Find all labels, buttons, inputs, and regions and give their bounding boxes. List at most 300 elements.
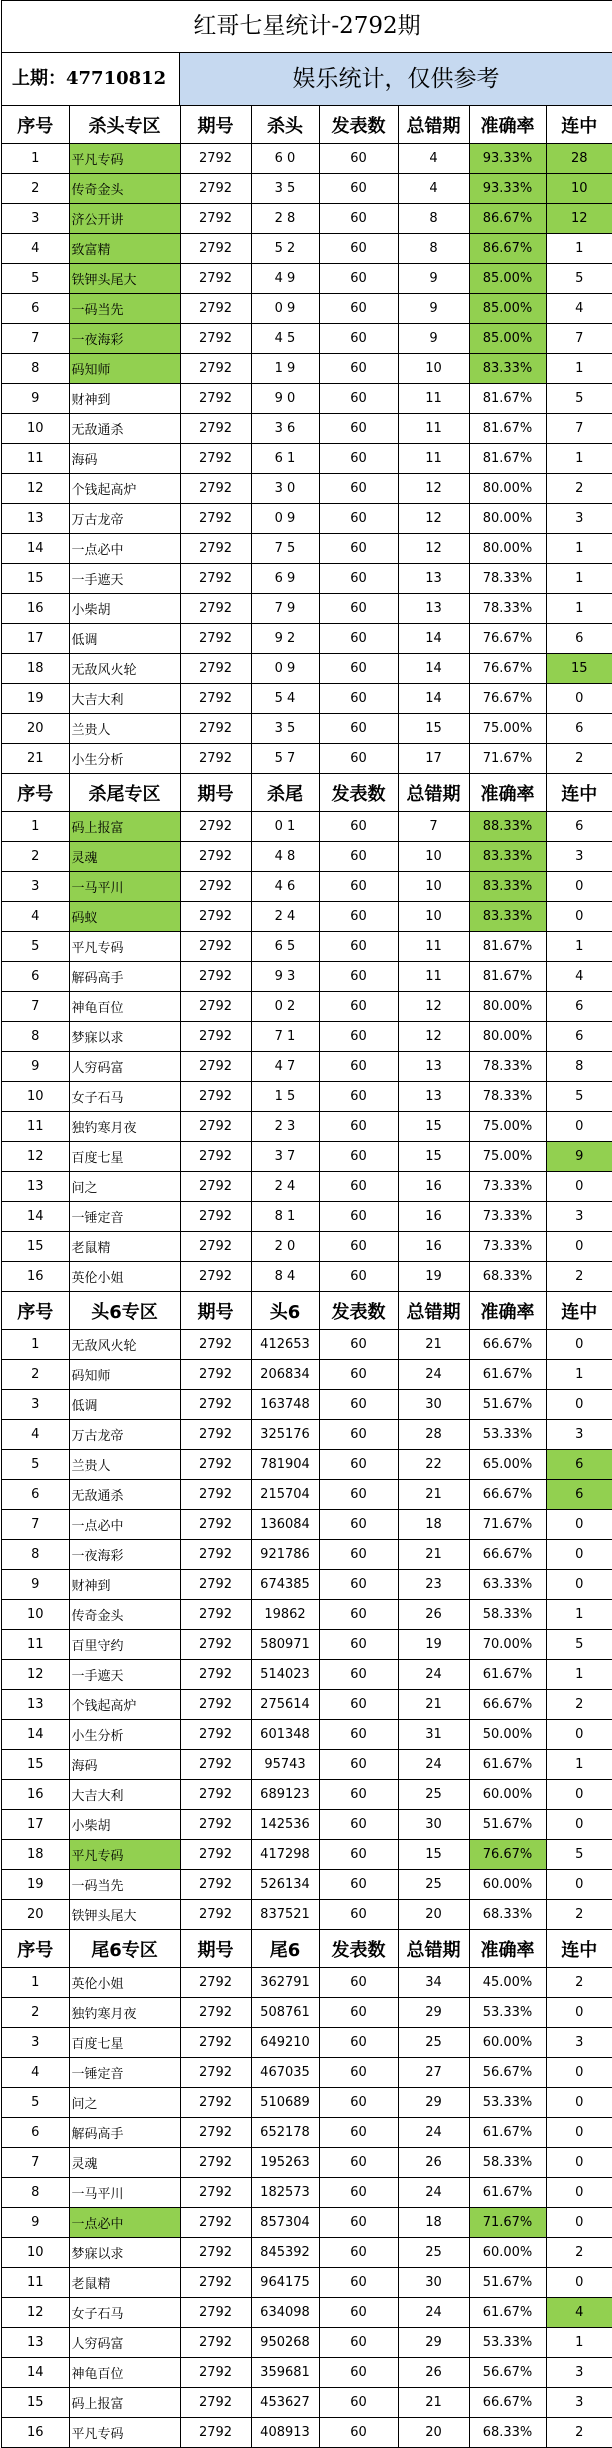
- table-row: [2, 1360, 612, 1390]
- rank-cell: 12: [2, 1142, 69, 1172]
- issue-cell: 2792: [180, 1052, 251, 1082]
- accuracy-cell: 61.67%: [469, 2178, 546, 2208]
- name-cell: 梦寐以求: [69, 2238, 180, 2268]
- rank-cell: 5: [2, 1450, 69, 1480]
- column-header: 连中: [546, 1930, 612, 1968]
- posts-cell: 60: [319, 1112, 398, 1142]
- name-cell: 灵魂: [69, 2148, 180, 2178]
- rank-cell: 16: [2, 594, 69, 624]
- errors-cell: 19: [398, 1630, 469, 1660]
- accuracy-cell: 60.00%: [469, 1870, 546, 1900]
- table-row: [2, 324, 612, 354]
- name-cell: 平凡专码: [69, 144, 180, 174]
- errors-cell: 16: [398, 1172, 469, 1202]
- posts-cell: 60: [319, 474, 398, 504]
- table-row: [2, 962, 612, 992]
- posts-cell: 60: [319, 1870, 398, 1900]
- accuracy-cell: 50.00%: [469, 1720, 546, 1750]
- errors-cell: 21: [398, 2388, 469, 2418]
- posts-cell: 60: [319, 2058, 398, 2088]
- errors-cell: 11: [398, 384, 469, 414]
- numbers-cell: 1 9: [251, 354, 319, 384]
- numbers-cell: 0 9: [251, 504, 319, 534]
- streak-cell: 0: [546, 902, 612, 932]
- numbers-cell: 921786: [251, 1540, 319, 1570]
- posts-cell: 60: [319, 684, 398, 714]
- table-row: [2, 744, 612, 774]
- issue-cell: 2792: [180, 1810, 251, 1840]
- page-title: 红哥七星统计-2792期: [2, 1, 612, 53]
- accuracy-cell: 61.67%: [469, 1360, 546, 1390]
- errors-cell: 10: [398, 842, 469, 872]
- column-header: 尾6: [251, 1930, 319, 1968]
- numbers-cell: 0 2: [251, 992, 319, 1022]
- streak-cell: 15: [546, 654, 612, 684]
- stats-table: [2, 106, 612, 2448]
- table-row: [2, 2358, 612, 2388]
- section-header-row: [2, 1930, 612, 1968]
- numbers-cell: 8 1: [251, 1202, 319, 1232]
- posts-cell: 60: [319, 1262, 398, 1292]
- column-header: 发表数: [319, 106, 398, 144]
- column-header: 序号: [2, 106, 69, 144]
- table-row: [2, 1690, 612, 1720]
- numbers-cell: 964175: [251, 2268, 319, 2298]
- posts-cell: 60: [319, 2028, 398, 2058]
- streak-cell: 1: [546, 1600, 612, 1630]
- numbers-cell: 19862: [251, 1600, 319, 1630]
- streak-cell: 9: [546, 1142, 612, 1172]
- accuracy-cell: 86.67%: [469, 234, 546, 264]
- column-header: 杀头专区: [69, 106, 180, 144]
- posts-cell: 60: [319, 2208, 398, 2238]
- rank-cell: 1: [2, 144, 69, 174]
- accuracy-cell: 83.33%: [469, 842, 546, 872]
- name-cell: 独钓寒月夜: [69, 1998, 180, 2028]
- rank-cell: 6: [2, 1480, 69, 1510]
- rank-cell: 17: [2, 624, 69, 654]
- rank-cell: 21: [2, 744, 69, 774]
- rank-cell: 2: [2, 1360, 69, 1390]
- issue-cell: 2792: [180, 992, 251, 1022]
- errors-cell: 10: [398, 902, 469, 932]
- rank-cell: 9: [2, 384, 69, 414]
- accuracy-cell: 78.33%: [469, 1082, 546, 1112]
- name-cell: 老鼠精: [69, 2268, 180, 2298]
- name-cell: 一马平川: [69, 872, 180, 902]
- table-row: [2, 1262, 612, 1292]
- posts-cell: 60: [319, 2118, 398, 2148]
- name-cell: 码蚁: [69, 902, 180, 932]
- streak-cell: 0: [546, 1998, 612, 2028]
- issue-cell: 2792: [180, 744, 251, 774]
- rank-cell: 15: [2, 2388, 69, 2418]
- posts-cell: 60: [319, 594, 398, 624]
- streak-cell: 2: [546, 474, 612, 504]
- table-row: [2, 992, 612, 1022]
- rank-cell: 4: [2, 902, 69, 932]
- rank-cell: 13: [2, 2328, 69, 2358]
- errors-cell: 23: [398, 1570, 469, 1600]
- numbers-cell: 1 5: [251, 1082, 319, 1112]
- rank-cell: 3: [2, 2028, 69, 2058]
- errors-cell: 21: [398, 1480, 469, 1510]
- accuracy-cell: 68.33%: [469, 2418, 546, 2448]
- name-cell: 万古龙帝: [69, 1420, 180, 1450]
- table-row: [2, 1232, 612, 1262]
- table-row: [2, 2148, 612, 2178]
- table-row: [2, 2418, 612, 2448]
- posts-cell: 60: [319, 902, 398, 932]
- accuracy-cell: 60.00%: [469, 2028, 546, 2058]
- rank-cell: 19: [2, 684, 69, 714]
- numbers-cell: 206834: [251, 1360, 319, 1390]
- rank-cell: 6: [2, 962, 69, 992]
- issue-cell: 2792: [180, 2388, 251, 2418]
- accuracy-cell: 66.67%: [469, 1690, 546, 1720]
- streak-cell: 0: [546, 2058, 612, 2088]
- posts-cell: 60: [319, 1968, 398, 1998]
- name-cell: 大吉大利: [69, 1780, 180, 1810]
- streak-cell: 0: [546, 1570, 612, 1600]
- issue-cell: 2792: [180, 2298, 251, 2328]
- streak-cell: 3: [546, 842, 612, 872]
- accuracy-cell: 81.67%: [469, 384, 546, 414]
- rank-cell: 11: [2, 444, 69, 474]
- column-header: 序号: [2, 774, 69, 812]
- issue-cell: 2792: [180, 902, 251, 932]
- table-row: [2, 1998, 612, 2028]
- posts-cell: 60: [319, 654, 398, 684]
- rank-cell: 16: [2, 1780, 69, 1810]
- streak-cell: 6: [546, 1480, 612, 1510]
- errors-cell: 29: [398, 2328, 469, 2358]
- name-cell: 海码: [69, 444, 180, 474]
- numbers-cell: 6 1: [251, 444, 319, 474]
- numbers-cell: 163748: [251, 1390, 319, 1420]
- numbers-cell: 95743: [251, 1750, 319, 1780]
- streak-cell: 4: [546, 962, 612, 992]
- numbers-cell: 9 3: [251, 962, 319, 992]
- posts-cell: 60: [319, 1570, 398, 1600]
- streak-cell: 2: [546, 2238, 612, 2268]
- accuracy-cell: 78.33%: [469, 1052, 546, 1082]
- streak-cell: 2: [546, 1900, 612, 1930]
- numbers-cell: 950268: [251, 2328, 319, 2358]
- rank-cell: 16: [2, 2418, 69, 2448]
- streak-cell: 5: [546, 264, 612, 294]
- posts-cell: 60: [319, 1420, 398, 1450]
- table-row: [2, 144, 612, 174]
- numbers-cell: 652178: [251, 2118, 319, 2148]
- posts-cell: 60: [319, 992, 398, 1022]
- issue-cell: 2792: [180, 1630, 251, 1660]
- streak-cell: 5: [546, 1630, 612, 1660]
- numbers-cell: 6 5: [251, 932, 319, 962]
- posts-cell: 60: [319, 2238, 398, 2268]
- name-cell: 码上报富: [69, 2388, 180, 2418]
- issue-cell: 2792: [180, 1112, 251, 1142]
- numbers-cell: 6 9: [251, 564, 319, 594]
- rank-cell: 5: [2, 932, 69, 962]
- issue-cell: 2792: [180, 1870, 251, 1900]
- table-row: [2, 1480, 612, 1510]
- errors-cell: 11: [398, 444, 469, 474]
- numbers-cell: 4 6: [251, 872, 319, 902]
- errors-cell: 4: [398, 174, 469, 204]
- issue-cell: 2792: [180, 264, 251, 294]
- name-cell: 小柴胡: [69, 1810, 180, 1840]
- column-header: 准确率: [469, 1930, 546, 1968]
- numbers-cell: 4 7: [251, 1052, 319, 1082]
- section-header-row: [2, 106, 612, 144]
- accuracy-cell: 61.67%: [469, 2298, 546, 2328]
- errors-cell: 12: [398, 1022, 469, 1052]
- accuracy-cell: 56.67%: [469, 2058, 546, 2088]
- accuracy-cell: 51.67%: [469, 1390, 546, 1420]
- streak-cell: 1: [546, 444, 612, 474]
- errors-cell: 18: [398, 1510, 469, 1540]
- errors-cell: 22: [398, 1450, 469, 1480]
- table-row: [2, 1052, 612, 1082]
- name-cell: 铁钾头尾大: [69, 1900, 180, 1930]
- streak-cell: 6: [546, 624, 612, 654]
- name-cell: 平凡专码: [69, 932, 180, 962]
- previous-draw-label: 上期：: [12, 68, 66, 89]
- numbers-cell: 408913: [251, 2418, 319, 2448]
- streak-cell: 3: [546, 2028, 612, 2058]
- accuracy-cell: 70.00%: [469, 1630, 546, 1660]
- name-cell: 神龟百位: [69, 992, 180, 1022]
- name-cell: 码上报富: [69, 812, 180, 842]
- posts-cell: 60: [319, 1022, 398, 1052]
- table-row: [2, 234, 612, 264]
- streak-cell: 0: [546, 1232, 612, 1262]
- issue-cell: 2792: [180, 714, 251, 744]
- numbers-cell: 3 7: [251, 1142, 319, 1172]
- streak-cell: 3: [546, 2358, 612, 2388]
- issue-cell: 2792: [180, 504, 251, 534]
- accuracy-cell: 93.33%: [469, 144, 546, 174]
- errors-cell: 20: [398, 2418, 469, 2448]
- issue-cell: 2792: [180, 842, 251, 872]
- rank-cell: 3: [2, 204, 69, 234]
- table-row: [2, 2298, 612, 2328]
- numbers-cell: 580971: [251, 1630, 319, 1660]
- posts-cell: 60: [319, 2358, 398, 2388]
- accuracy-cell: 78.33%: [469, 594, 546, 624]
- table-row: [2, 1202, 612, 1232]
- accuracy-cell: 73.33%: [469, 1232, 546, 1262]
- accuracy-cell: 76.67%: [469, 684, 546, 714]
- streak-cell: 6: [546, 992, 612, 1022]
- table-row: [2, 2088, 612, 2118]
- rank-cell: 6: [2, 2118, 69, 2148]
- streak-cell: 1: [546, 234, 612, 264]
- errors-cell: 9: [398, 264, 469, 294]
- streak-cell: 0: [546, 1112, 612, 1142]
- table-row: [2, 2268, 612, 2298]
- table-row: [2, 1172, 612, 1202]
- rank-cell: 2: [2, 174, 69, 204]
- issue-cell: 2792: [180, 174, 251, 204]
- accuracy-cell: 83.33%: [469, 354, 546, 384]
- posts-cell: 60: [319, 1510, 398, 1540]
- issue-cell: 2792: [180, 624, 251, 654]
- previous-draw-value: 47710812: [66, 68, 167, 89]
- accuracy-cell: 85.00%: [469, 294, 546, 324]
- numbers-cell: 215704: [251, 1480, 319, 1510]
- name-cell: 问之: [69, 1172, 180, 1202]
- numbers-cell: 325176: [251, 1420, 319, 1450]
- streak-cell: 0: [546, 1172, 612, 1202]
- errors-cell: 15: [398, 1840, 469, 1870]
- rank-cell: 11: [2, 2268, 69, 2298]
- table-row: [2, 1968, 612, 1998]
- name-cell: 小柴胡: [69, 594, 180, 624]
- name-cell: 灵魂: [69, 842, 180, 872]
- table-row: [2, 1900, 612, 1930]
- posts-cell: 60: [319, 1998, 398, 2028]
- issue-cell: 2792: [180, 2418, 251, 2448]
- rank-cell: 8: [2, 1540, 69, 1570]
- numbers-cell: 4 8: [251, 842, 319, 872]
- rank-cell: 2: [2, 842, 69, 872]
- accuracy-cell: 65.00%: [469, 1450, 546, 1480]
- errors-cell: 24: [398, 2298, 469, 2328]
- posts-cell: 60: [319, 1600, 398, 1630]
- name-cell: 独钓寒月夜: [69, 1112, 180, 1142]
- issue-cell: 2792: [180, 2358, 251, 2388]
- issue-cell: 2792: [180, 2088, 251, 2118]
- issue-cell: 2792: [180, 1900, 251, 1930]
- posts-cell: 60: [319, 504, 398, 534]
- table-row: [2, 1330, 612, 1360]
- accuracy-cell: 66.67%: [469, 1330, 546, 1360]
- issue-cell: 2792: [180, 1780, 251, 1810]
- rank-cell: 9: [2, 2208, 69, 2238]
- issue-cell: 2792: [180, 1232, 251, 1262]
- rank-cell: 14: [2, 1202, 69, 1232]
- posts-cell: 60: [319, 1082, 398, 1112]
- posts-cell: 60: [319, 1450, 398, 1480]
- rank-cell: 18: [2, 1840, 69, 1870]
- accuracy-cell: 68.33%: [469, 1262, 546, 1292]
- issue-cell: 2792: [180, 1720, 251, 1750]
- name-cell: 神龟百位: [69, 2358, 180, 2388]
- numbers-cell: 2 4: [251, 1172, 319, 1202]
- name-cell: 码知师: [69, 1360, 180, 1390]
- info-row: [2, 53, 612, 106]
- numbers-cell: 508761: [251, 1998, 319, 2028]
- table-row: [2, 1780, 612, 1810]
- numbers-cell: 275614: [251, 1690, 319, 1720]
- table-row: [2, 474, 612, 504]
- rank-cell: 19: [2, 1870, 69, 1900]
- name-cell: 济公开讲: [69, 204, 180, 234]
- issue-cell: 2792: [180, 1330, 251, 1360]
- posts-cell: 60: [319, 2328, 398, 2358]
- table-row: [2, 842, 612, 872]
- posts-cell: 60: [319, 1480, 398, 1510]
- errors-cell: 12: [398, 534, 469, 564]
- name-cell: 人穷码富: [69, 2328, 180, 2358]
- errors-cell: 20: [398, 1900, 469, 1930]
- issue-cell: 2792: [180, 2328, 251, 2358]
- posts-cell: 60: [319, 1750, 398, 1780]
- streak-cell: 5: [546, 384, 612, 414]
- disclaimer-banner: 娱乐统计，仅供参考: [180, 53, 612, 105]
- errors-cell: 25: [398, 2028, 469, 2058]
- section-header-row: [2, 774, 612, 812]
- issue-cell: 2792: [180, 1660, 251, 1690]
- rank-cell: 14: [2, 1720, 69, 1750]
- errors-cell: 11: [398, 414, 469, 444]
- streak-cell: 6: [546, 1450, 612, 1480]
- stats-sheet: [1, 0, 612, 2448]
- name-cell: 海码: [69, 1750, 180, 1780]
- table-row: [2, 384, 612, 414]
- errors-cell: 13: [398, 1052, 469, 1082]
- issue-cell: 2792: [180, 1420, 251, 1450]
- posts-cell: 60: [319, 294, 398, 324]
- issue-cell: 2792: [180, 812, 251, 842]
- rank-cell: 8: [2, 2178, 69, 2208]
- numbers-cell: 674385: [251, 1570, 319, 1600]
- name-cell: 传奇金头: [69, 1600, 180, 1630]
- posts-cell: 60: [319, 444, 398, 474]
- posts-cell: 60: [319, 714, 398, 744]
- issue-cell: 2792: [180, 444, 251, 474]
- name-cell: 一手遮天: [69, 564, 180, 594]
- streak-cell: 0: [546, 1330, 612, 1360]
- rank-cell: 13: [2, 504, 69, 534]
- issue-cell: 2792: [180, 1690, 251, 1720]
- numbers-cell: 9 2: [251, 624, 319, 654]
- column-header: 序号: [2, 1292, 69, 1330]
- name-cell: 无敌通杀: [69, 414, 180, 444]
- streak-cell: 2: [546, 1690, 612, 1720]
- name-cell: 女子石马: [69, 2298, 180, 2328]
- streak-cell: 5: [546, 1082, 612, 1112]
- table-row: [2, 1082, 612, 1112]
- posts-cell: 60: [319, 1330, 398, 1360]
- issue-cell: 2792: [180, 1172, 251, 1202]
- table-row: [2, 1142, 612, 1172]
- accuracy-cell: 60.00%: [469, 2238, 546, 2268]
- errors-cell: 19: [398, 1262, 469, 1292]
- errors-cell: 11: [398, 962, 469, 992]
- table-row: [2, 2208, 612, 2238]
- posts-cell: 60: [319, 1172, 398, 1202]
- column-header: 总错期: [398, 1930, 469, 1968]
- numbers-cell: 514023: [251, 1660, 319, 1690]
- errors-cell: 25: [398, 1870, 469, 1900]
- posts-cell: 60: [319, 2388, 398, 2418]
- name-cell: 小生分析: [69, 1720, 180, 1750]
- posts-cell: 60: [319, 1052, 398, 1082]
- name-cell: 个钱起高炉: [69, 474, 180, 504]
- streak-cell: 5: [546, 1840, 612, 1870]
- accuracy-cell: 53.33%: [469, 2328, 546, 2358]
- streak-cell: 0: [546, 1870, 612, 1900]
- rank-cell: 15: [2, 564, 69, 594]
- table-row: [2, 1840, 612, 1870]
- stats-table-body: [2, 106, 612, 2448]
- numbers-cell: 634098: [251, 2298, 319, 2328]
- name-cell: 一夜海彩: [69, 1540, 180, 1570]
- errors-cell: 16: [398, 1232, 469, 1262]
